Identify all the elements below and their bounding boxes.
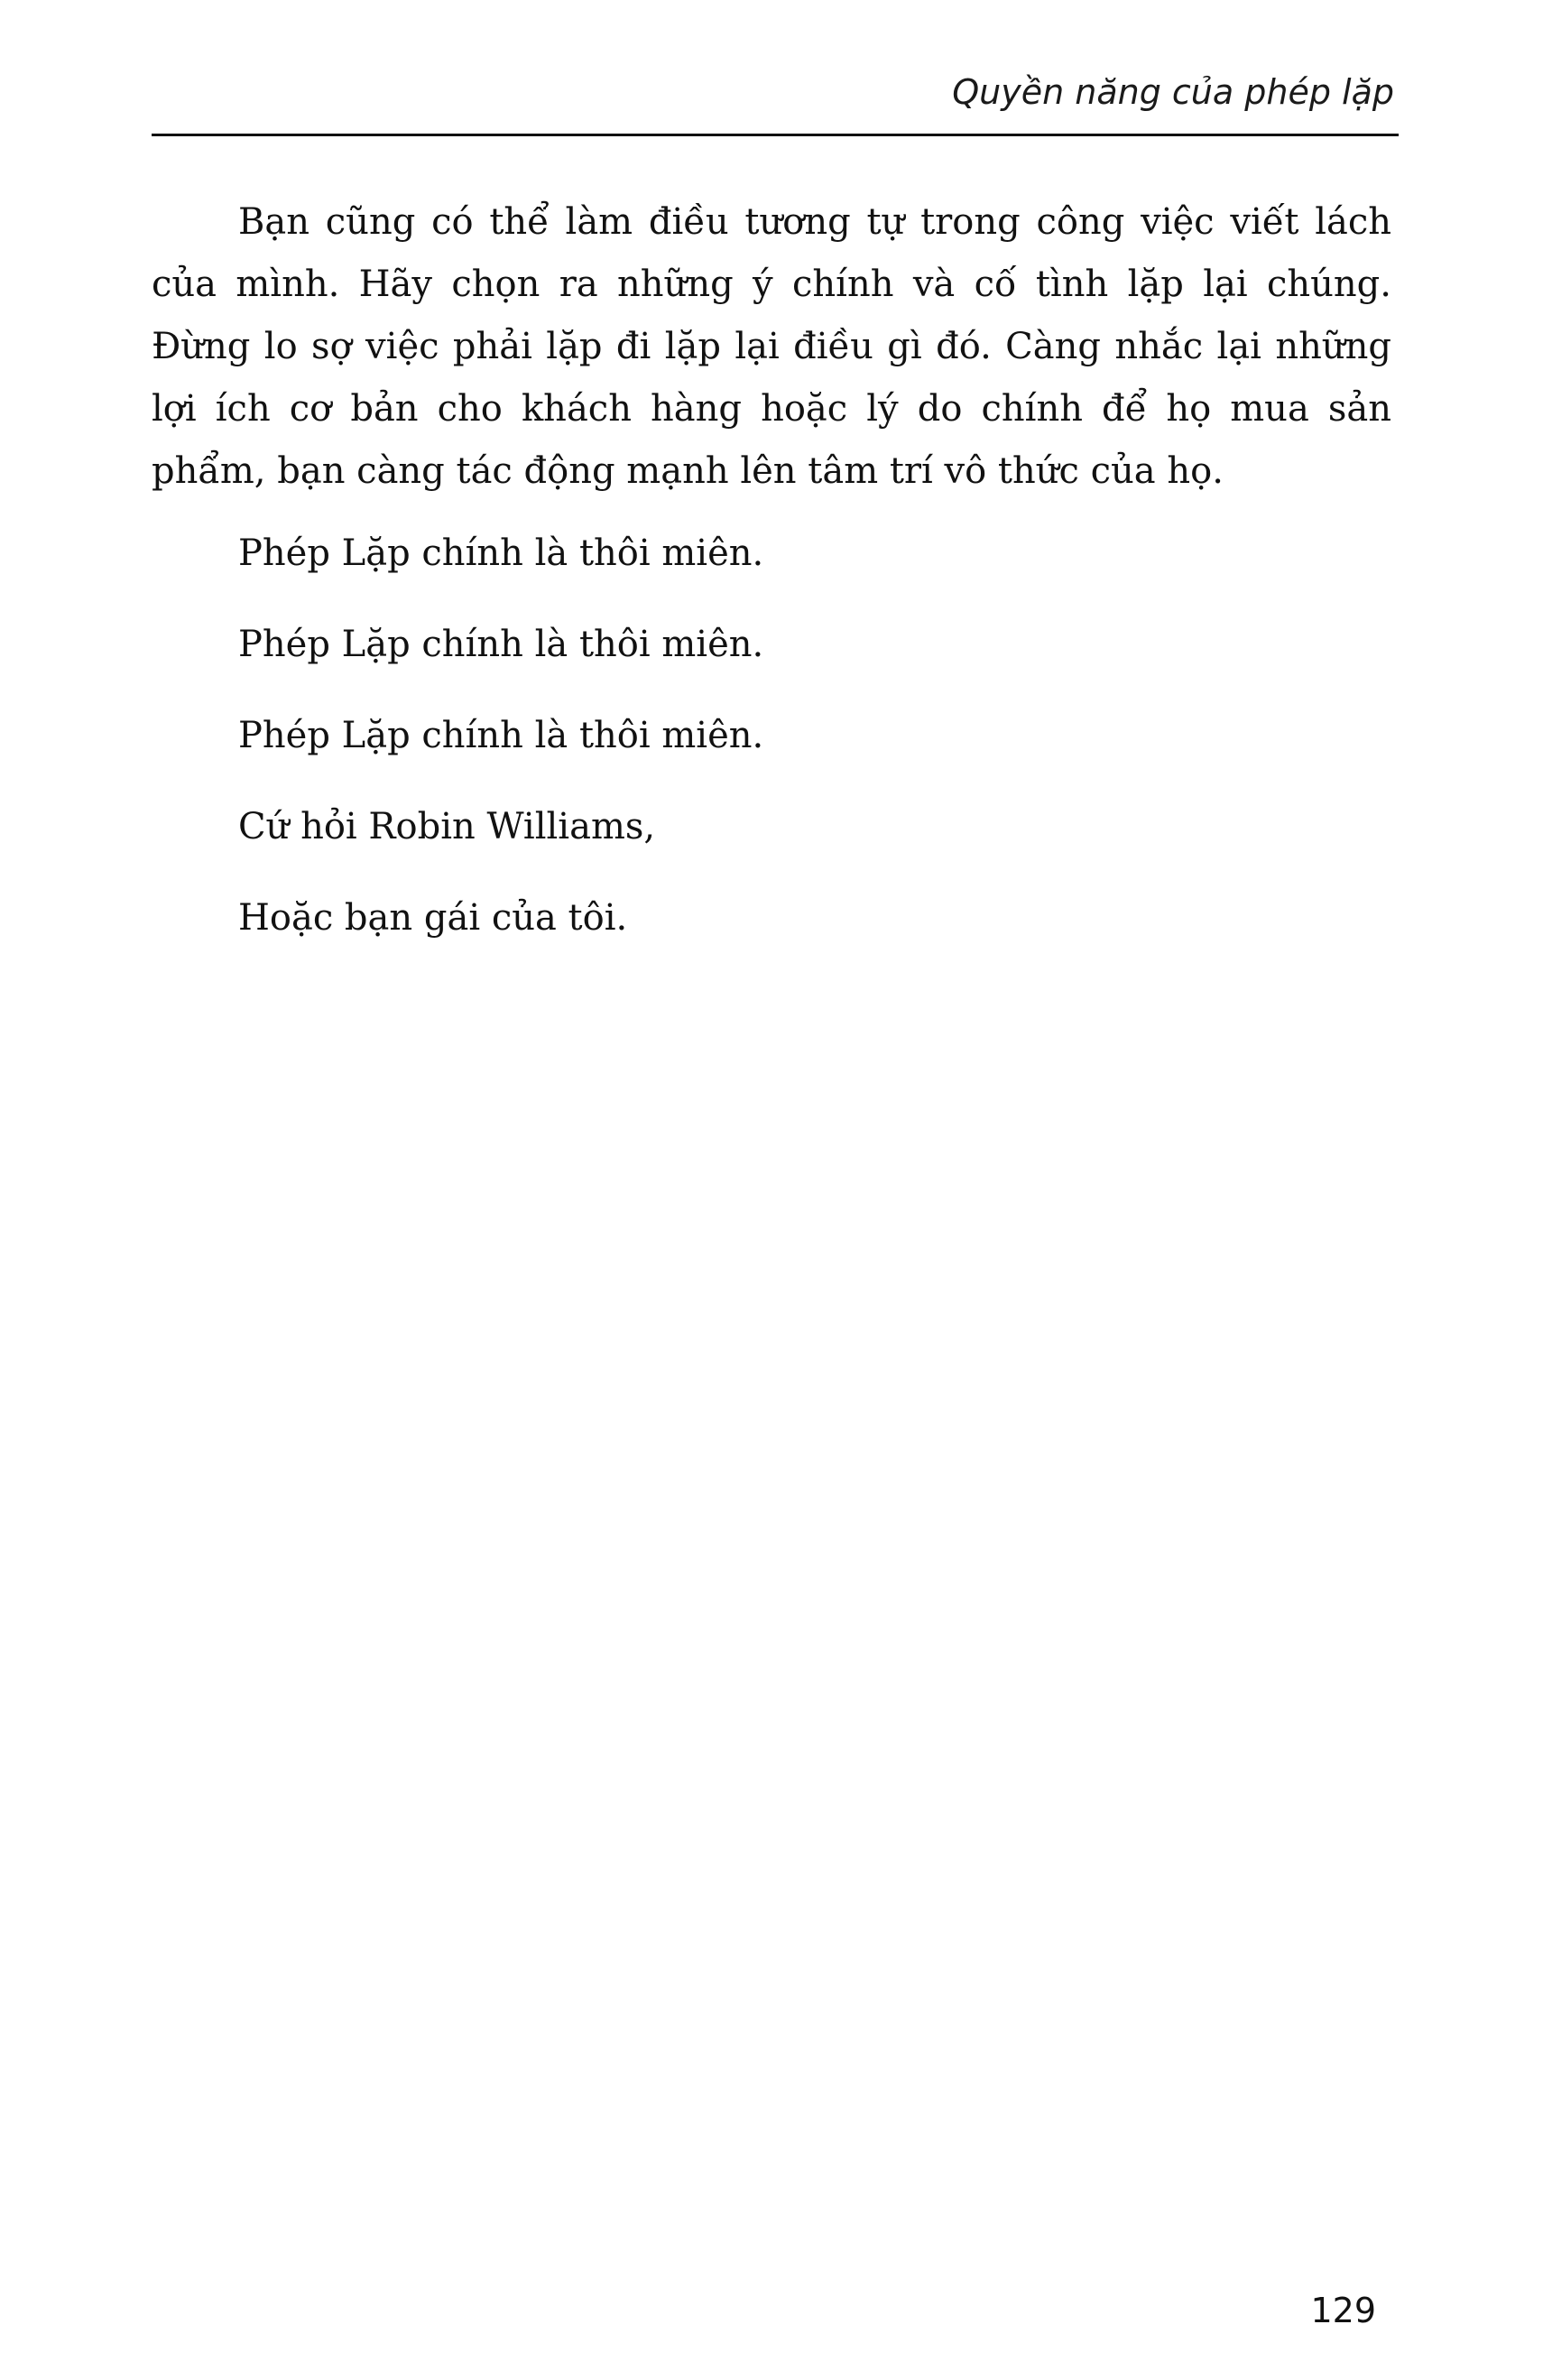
- closing-line-2: Hoặc bạn gái của tôi.: [238, 897, 628, 939]
- repetition-line-3: Phép Lặp chính là thôi miên.: [238, 715, 764, 756]
- closing-line-1: Cứ hỏi Robin Williams,: [238, 806, 656, 847]
- body-text: [152, 191, 1391, 949]
- body-paragraph: Bạn cũng có thể làm điều tương tự trong công việc viết lách của mình. Hãy chọn ra những ý chính và cố tình lặp lại chúng. Đừng lo sợ việc phải lặp đi lặp lại điều gì đó. Càng nhắc lại những lợi ích cơ bản cho khách hàng hoặc lý do chính để họ mua sản phẩm, bạn càng tác động mạnh lên tâm trí vô thức của họ.: [152, 201, 1391, 492]
- header-rule: [152, 134, 1399, 136]
- repetition-line-1: Phép Lặp chính là thôi miên.: [238, 532, 764, 574]
- repetition-line-2: Phép Lặp chính là thôi miên.: [238, 624, 764, 665]
- running-header: Quyền năng của phép lặp: [952, 72, 1394, 112]
- page-number: 129: [1310, 2291, 1376, 2330]
